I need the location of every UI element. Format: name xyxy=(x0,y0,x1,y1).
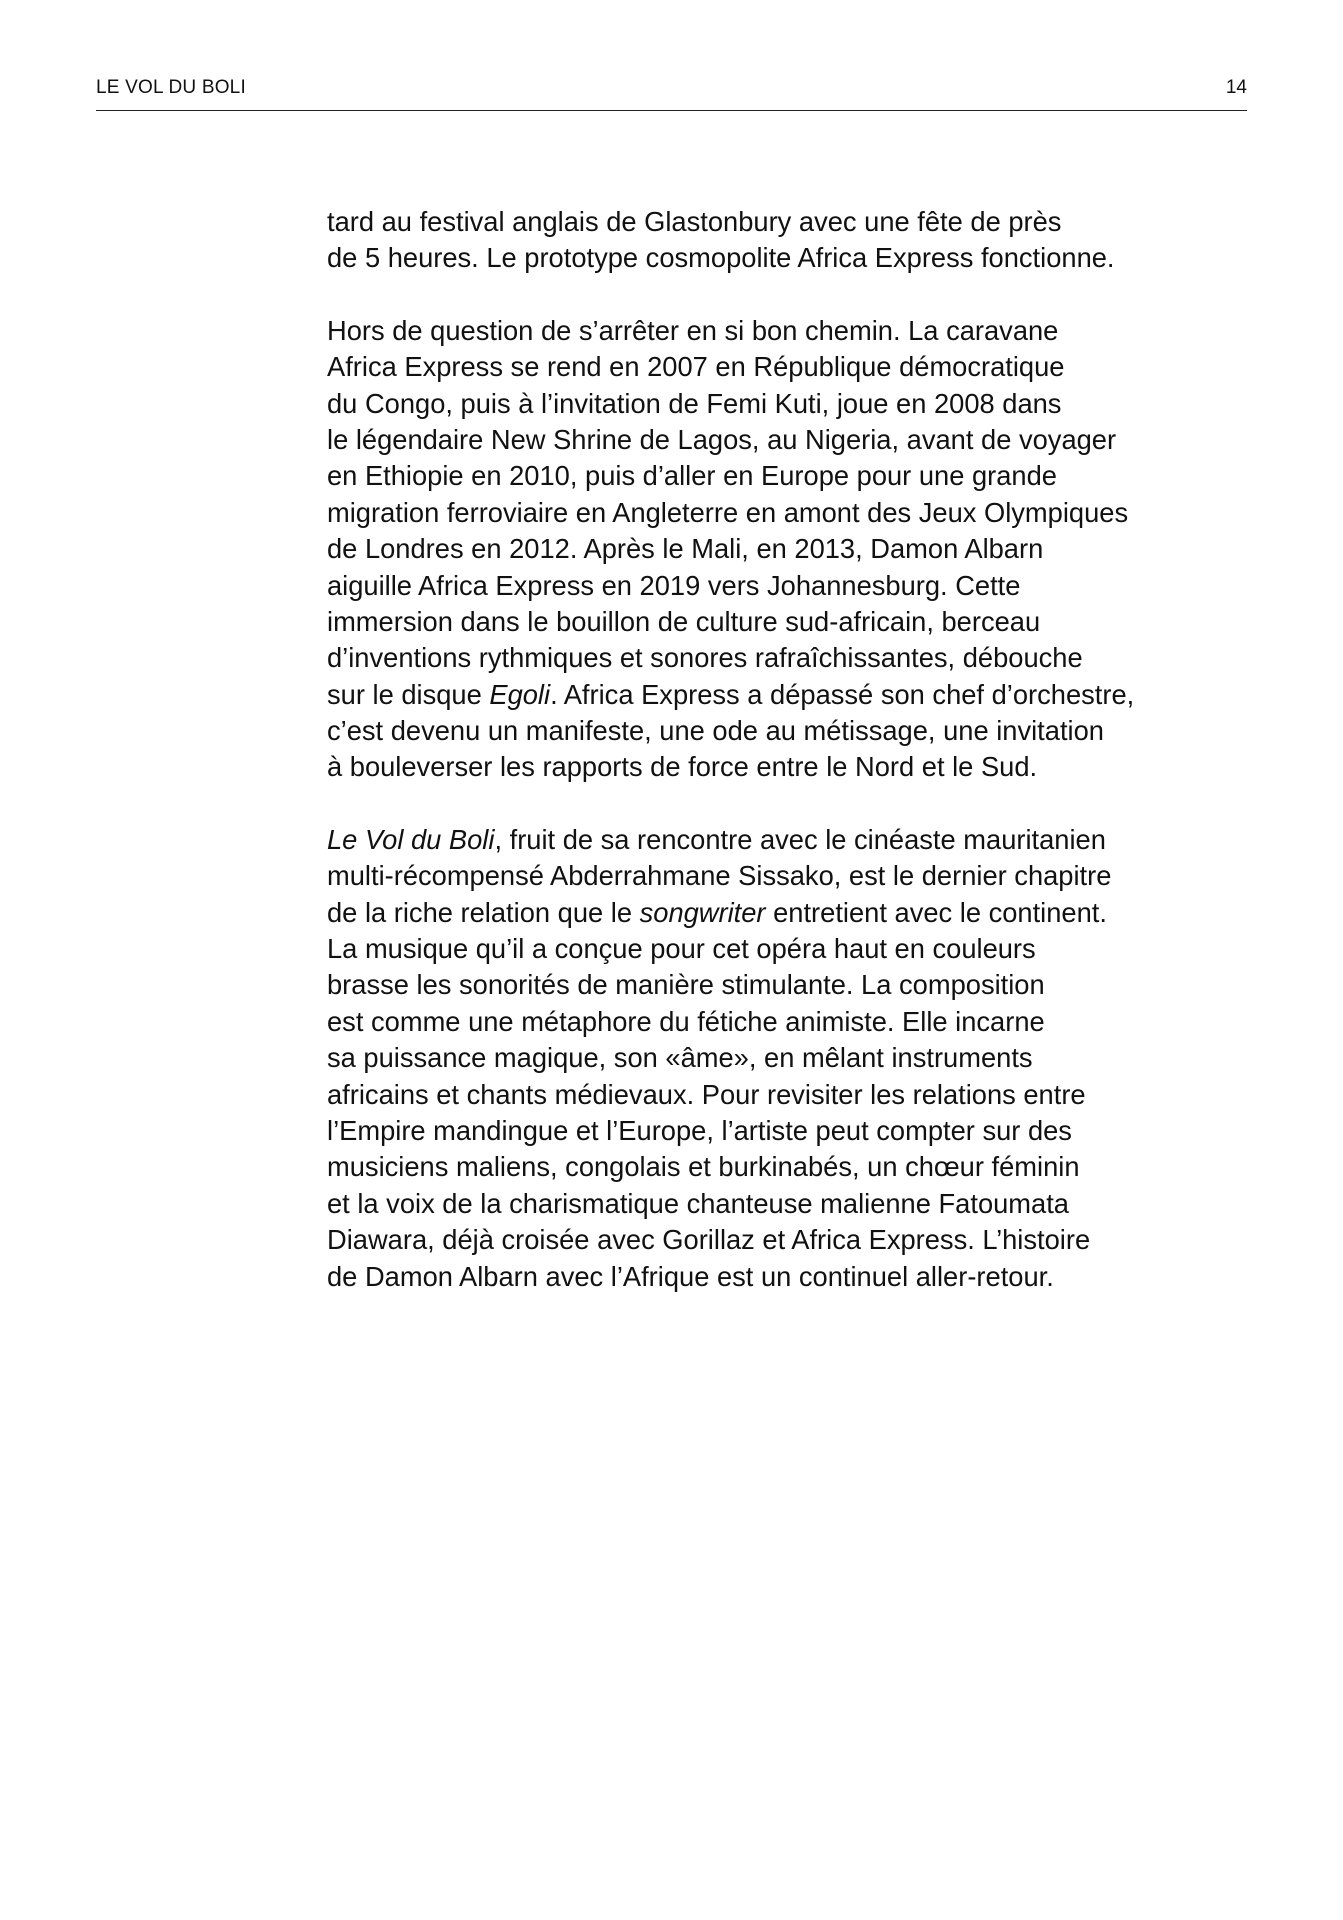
text-line: Diawara, déjà croisée avec Gorillaz et Africa Express. L’histoire xyxy=(327,1224,1091,1256)
text-line xyxy=(327,822,1227,858)
album-title: Egoli xyxy=(489,678,551,710)
text-line: Hors de question de s’arrêter en si bon chemin. La caravane xyxy=(327,314,1059,346)
paragraph-3 xyxy=(327,822,1227,1295)
text-line: de Damon Albarn avec l’Afrique est un continuel aller-retour. xyxy=(327,1260,1054,1292)
text-line: d’inventions rythmiques et sonores rafraîchissantes, débouche xyxy=(327,642,1083,674)
text-line: La musique qu’il a conçue pour cet opéra haut en couleurs xyxy=(327,933,1036,965)
text-line: l’Empire mandingue et l’Europe, l’artiste peut compter sur des xyxy=(327,1114,1072,1146)
text-line: brasse les sonorités de manière stimulante. La composition xyxy=(327,969,1045,1001)
text-line xyxy=(327,677,1227,713)
text-run: sur le disque xyxy=(327,678,490,710)
text-line: multi-récompensé Abderrahmane Sissako, est le dernier chapitre xyxy=(327,860,1112,892)
text-line: c’est devenu un manifeste, une ode au métissage, une invitation xyxy=(327,715,1104,747)
paragraph-1 xyxy=(327,204,1227,277)
text-line: est comme une métaphore du fétiche animiste. Elle incarne xyxy=(327,1005,1045,1037)
page-header xyxy=(96,76,1247,111)
running-title: LE VOL DU BOLI xyxy=(96,77,246,98)
text-line: le légendaire New Shrine de Lagos, au Nigeria, avant de voyager xyxy=(327,423,1117,455)
text-line: africains et chants médievaux. Pour revisiter les relations entre xyxy=(327,1078,1086,1110)
text-run: entretient avec le continent. xyxy=(765,896,1107,928)
text-run: , fruit de sa rencontre avec le cinéaste mauritanien xyxy=(494,823,1106,855)
text-line: sa puissance magique, son «âme», en mêlant instruments xyxy=(327,1042,1033,1074)
text-line: de Londres en 2012. Après le Mali, en 2013, Damon Albarn xyxy=(327,533,1044,565)
text-line: en Ethiopie en 2010, puis d’aller en Europe pour une grande xyxy=(327,460,1057,492)
text-line: et la voix de la charismatique chanteuse malienne Fatoumata xyxy=(327,1187,1069,1219)
text-line: musiciens maliens, congolais et burkinabés, un chœur féminin xyxy=(327,1151,1080,1183)
text-line: du Congo, puis à l’invitation de Femi Kuti, joue en 2008 dans xyxy=(327,387,1062,419)
work-title: Le Vol du Boli xyxy=(327,823,495,855)
text-line: à bouleverser les rapports de force entre le Nord et le Sud. xyxy=(327,751,1038,783)
text-run: . Africa Express a dépassé son chef d’orchestre, xyxy=(550,678,1135,710)
italic-term: songwriter xyxy=(639,896,766,928)
text-run: de la riche relation que le xyxy=(327,896,640,928)
paragraph-2 xyxy=(327,313,1227,786)
body-text xyxy=(327,204,1227,1331)
text-line xyxy=(327,895,1227,931)
text-line: Africa Express se rend en 2007 en République démocratique xyxy=(327,351,1065,383)
text-line: migration ferroviaire en Angleterre en amont des Jeux Olympiques xyxy=(327,496,1129,528)
text-line: aiguille Africa Express en 2019 vers Johannesburg. Cette xyxy=(327,569,1021,601)
text-line: tard au festival anglais de Glastonbury avec une fête de près xyxy=(327,206,1062,237)
text-line: de 5 heures. Le prototype cosmopolite Africa Express fonctionne. xyxy=(327,242,1115,274)
text-line: immersion dans le bouillon de culture sud-africain, berceau xyxy=(327,605,1041,637)
page-number: 14 xyxy=(1225,77,1247,98)
